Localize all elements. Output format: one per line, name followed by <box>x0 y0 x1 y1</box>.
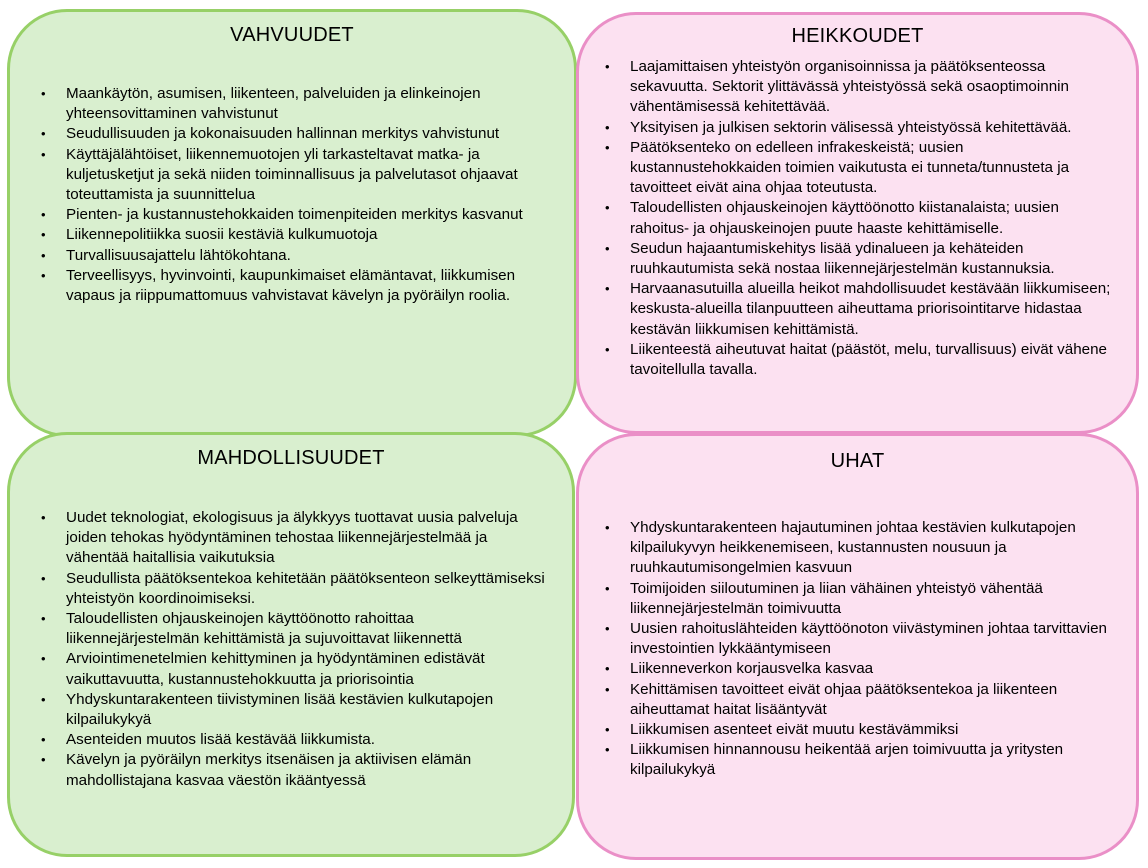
list-item: • Yksityisen ja julkisen sektorin välisessä yhteistyössä kehitettävää. <box>605 118 1115 138</box>
list-item: • Liikenneverkon korjausvelka kasvaa <box>605 659 1115 679</box>
weaknesses-list <box>605 57 1115 380</box>
list-item: • Yhdyskuntarakenteen tiivistyminen lisää kestävien kulkutapojen kilpailukykyä <box>41 690 546 730</box>
list-item: • Maankäytön, asumisen, liikenteen, palveluiden ja elinkeinojen yhteensovittaminen vahvistunut <box>41 84 546 124</box>
list-item: • Liikennepolitiikka suosii kestäviä kulkumuotoja <box>41 225 546 245</box>
list-item: • Laajamittaisen yhteistyön organisoinnissa ja päätöksenteossa sekavuutta. Sektorit ylittävässä yhteistyössä sekä osaoptimoinnin vähentämisessä kehitettävää. <box>605 57 1115 118</box>
list-item: • Liikenteestä aiheutuvat haitat (päästöt, melu, turvallisuus) eivät vähene tavoitellulla tavalla. <box>605 340 1115 380</box>
list-item: • Liikkumisen hinnannousu heikentää arjen toimivuutta ja yritysten kilpailukykyä <box>605 740 1115 780</box>
list-item: • Liikkumisen asenteet eivät muutu kestävämmiksi <box>605 720 1115 740</box>
list-item: • Seudun hajaantumiskehitys lisää ydinalueen ja kehäteiden ruuhkautumista sekä nostaa liikennejärjestelmän kustannuksia. <box>605 239 1115 279</box>
list-item: • Käyttäjälähtöiset, liikennemuotojen yli tarkasteltavat matka- ja kuljetusketjut ja sekä niiden toiminnallisuus ja palvelutasot ohjaavat toteuttamista ja suunnittelua <box>41 145 546 206</box>
list-item: • Toimijoiden siiloutuminen ja liian vähäinen yhteistyö vähentää liikennejärjestelmän toimivuutta <box>605 579 1115 619</box>
opportunities-box <box>7 432 575 857</box>
list-item: • Asenteiden muutos lisää kestävää liikkumista. <box>41 730 546 750</box>
opportunities-list <box>41 508 546 791</box>
strengths-box <box>7 9 577 437</box>
list-item: • Seudullista päätöksentekoa kehitetään päätöksenteon selkeyttämiseksi yhteistyön koordinoimiseksi. <box>41 569 546 609</box>
list-item: • Yhdyskuntarakenteen hajautuminen johtaa kestävien kulkutapojen kilpailukyvyn heikkenemiseen, kustannusten nousuun ja ruuhkautumisongelmien kasvuun <box>605 518 1115 579</box>
list-item: • Seudullisuuden ja kokonaisuuden hallinnan merkitys vahvistunut <box>41 124 546 144</box>
strengths-list <box>41 84 546 306</box>
list-item: • Taloudellisten ohjauskeinojen käyttöönotto kiistanalaista; uusien rahoitus- ja ohjauskeinojen puute haaste kehittämiselle. <box>605 198 1115 238</box>
threats-title: UHAT <box>830 450 885 472</box>
list-item: • Uusien rahoituslähteiden käyttöönoton viivästyminen johtaa tarvittavien investointien lykkääntymiseen <box>605 619 1115 659</box>
threats-box <box>576 433 1139 860</box>
strengths-title: VAHVUUDET <box>230 24 354 46</box>
weaknesses-box <box>576 12 1139 434</box>
list-item: • Kävelyn ja pyöräilyn merkitys itsenäisen ja aktiivisen elämän mahdollistajana kasvaa väestön ikääntyessä <box>41 750 546 790</box>
list-item: • Harvaanasutuilla alueilla heikot mahdollisuudet kestävään liikkumiseen; keskusta-alueilla tilanpuutteen aiheuttama priorisointitarve hidastaa kestävän liikkumisen kehittämistä. <box>605 279 1115 340</box>
list-item: • Arviointimenetelmien kehittyminen ja hyödyntäminen edistävät vaikuttavuutta, kustannustehokkuutta ja priorisointia <box>41 649 546 689</box>
list-item: • Turvallisuusajattelu lähtökohtana. <box>41 246 546 266</box>
list-item: • Taloudellisten ohjauskeinojen käyttöönotto rahoittaa liikennejärjestelmän kehittämistä ja sujuvoittavat liikennettä <box>41 609 546 649</box>
list-item: • Pienten- ja kustannustehokkaiden toimenpiteiden merkitys kasvanut <box>41 205 546 225</box>
threats-list <box>605 518 1115 781</box>
weaknesses-title: HEIKKOUDET <box>791 25 924 47</box>
list-item: • Päätöksenteko on edelleen infrakeskeistä; uusien kustannustehokkaiden toimien vaikutusta ei tunneta/tunnusteta ja tavoitteet eivät aina ohjaa toteutusta. <box>605 138 1115 199</box>
opportunities-title: MAHDOLLISUUDET <box>197 447 385 469</box>
list-item: • Terveellisyys, hyvinvointi, kaupunkimaiset elämäntavat, liikkumisen vapaus ja riippumattomuus vahvistavat kävelyn ja pyöräilyn roolia. <box>41 266 546 306</box>
list-item: • Uudet teknologiat, ekologisuus ja älykkyys tuottavat uusia palveluja joiden tehokas hyödyntäminen tehostaa liikennejärjestelmää ja vähentää haitallisia vaikutuksia <box>41 508 546 569</box>
list-item: • Kehittämisen tavoitteet eivät ohjaa päätöksentekoa ja liikenteen aiheuttamat haitat lisääntyvät <box>605 680 1115 720</box>
